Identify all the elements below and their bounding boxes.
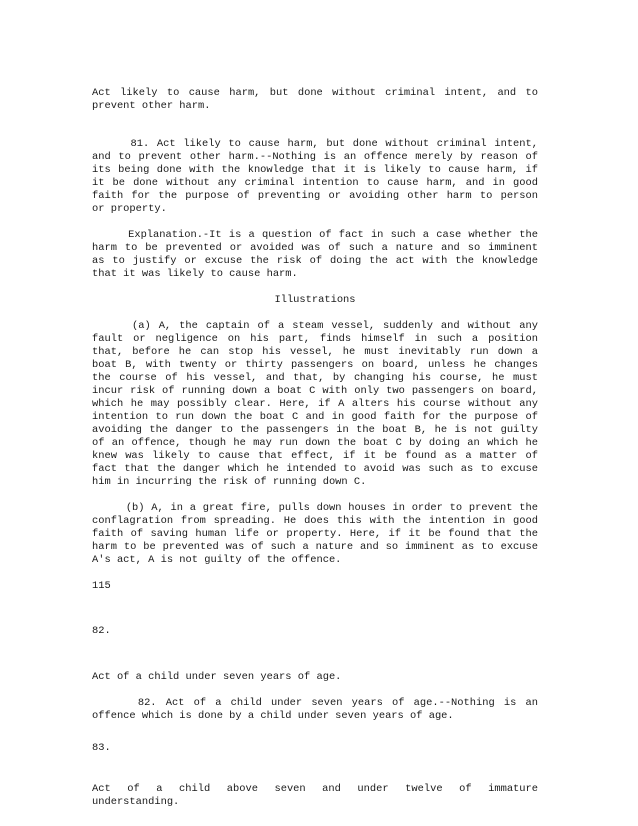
heading-83-line-1: Act of a child above seven and under twelve of immature	[92, 783, 538, 795]
illustration-a-line: him in incurring the risk of running down C.	[92, 476, 367, 488]
explanation-line: harm to be prevented or avoided was of such a nature and so imminent	[92, 242, 538, 254]
explanation-line: as to justify or excuse the risk of doing the act with the knowledge	[92, 255, 538, 267]
page-number: 115	[92, 580, 111, 592]
illustration-a-line: which he may possibly clear. Here, if A alters his course without any	[92, 398, 538, 410]
illustrations-title: Illustrations	[274, 294, 356, 306]
explanation-line: Explanation.-It is a question of fact in such a case whether the	[92, 229, 538, 241]
illustration-b-line: faith of saving human life or property. Here, if it be found that the	[92, 528, 538, 540]
illustration-a-line: (a) A, the captain of a steam vessel, suddenly and without any	[92, 320, 538, 332]
heading-80-line-1: Act likely to cause harm, but done without criminal intent, and to	[92, 87, 538, 99]
heading-83-line-2: understanding.	[92, 796, 180, 808]
illustration-b-line: (b) A, in a great fire, pulls down houses in order to prevent the	[92, 502, 538, 514]
illustration-b-line: A's act, A is not guilty of the offence.	[92, 554, 342, 566]
section-81-line: it be done without any criminal intention to cause harm, and in good	[92, 177, 538, 189]
illustration-a-line: fact that the danger which he intended to avoid was such as to excuse	[92, 463, 538, 475]
illustration-a-line: the course of his vessel, and that, by changing his course, he must	[92, 372, 538, 384]
section-81-line: or property.	[92, 203, 167, 215]
illustration-b-line: harm to be prevented was of such a nature and so imminent as to excuse	[92, 541, 538, 553]
section-82-line: 82. Act of a child under seven years of age.--Nothing is an	[92, 697, 538, 709]
explanation-line: that it was likely to cause harm.	[92, 268, 298, 280]
illustration-a-line: avoiding the danger to the passengers in the boat B, he is not guilty	[92, 424, 538, 436]
section-82-line: offence which is done by a child under seven years of age.	[92, 710, 454, 722]
section-81-line: its being done with the knowledge that it is likely to cause harm, if	[92, 164, 538, 176]
illustration-a-line: knew was likely to cause that effect, if it be found as a matter of	[92, 450, 538, 462]
section-81-line: and to prevent other harm.--Nothing is an offence merely by reason of	[92, 151, 538, 163]
section-81-line: faith for the purpose of preventing or avoiding other harm to person	[92, 190, 538, 202]
illustration-a-line: fault or negligence on his part, finds himself in such a position	[92, 333, 538, 345]
section-83-number: 83.	[92, 742, 111, 754]
section-81-line: 81. Act likely to cause harm, but done without criminal intent,	[92, 138, 538, 150]
illustration-a-line: boat B, with twenty or thirty passengers on board, unless he changes	[92, 359, 538, 371]
illustration-a-line: that, before he can stop his vessel, he must inevitably run down a	[92, 346, 538, 358]
heading-82: Act of a child under seven years of age.	[92, 671, 342, 683]
illustration-b-line: conflagration from spreading. He does this with the intention in good	[92, 515, 538, 527]
illustration-a-line: intention to run down the boat C and in good faith for the purpose of	[92, 411, 538, 423]
illustration-a-line: of an offence, though he may run down the boat C by doing an which he	[92, 437, 538, 449]
heading-80-line-2: prevent other harm.	[92, 100, 211, 112]
illustration-a-line: incur risk of running down a boat C with only two passengers on board,	[92, 385, 538, 397]
section-82-number: 82.	[92, 625, 111, 637]
